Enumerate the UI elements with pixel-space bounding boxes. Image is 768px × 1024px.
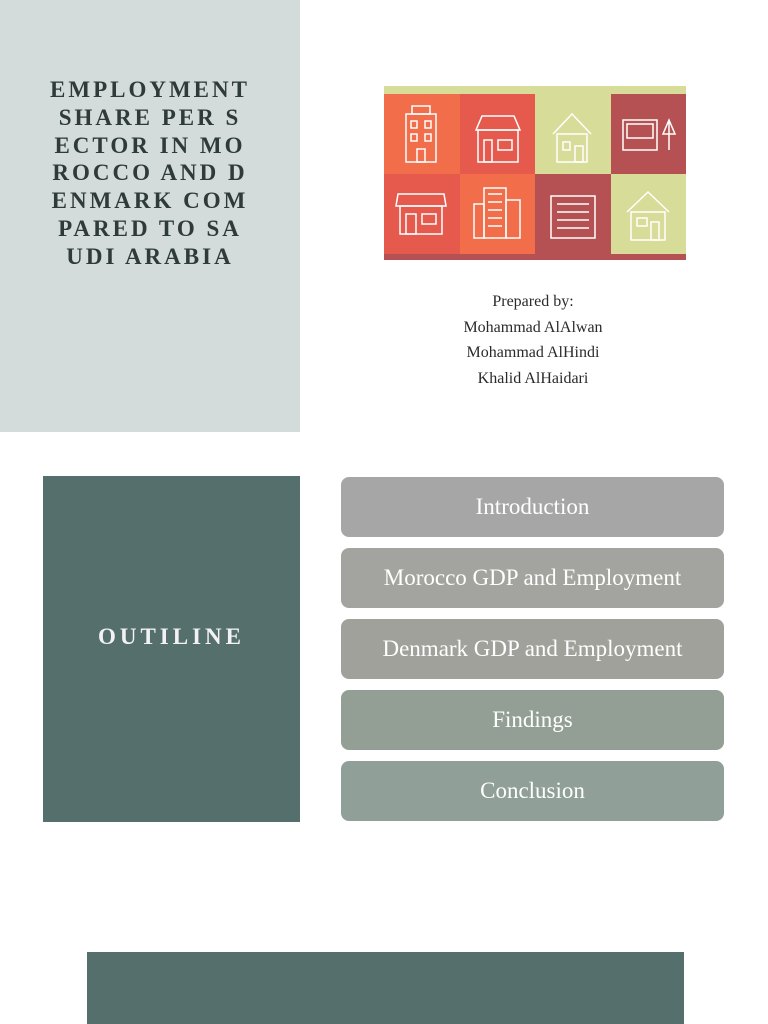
highrise-icon (535, 174, 611, 254)
prepared-by-heading: Prepared by: (492, 293, 574, 310)
outline-item-conclusion[interactable]: Conclusion (341, 761, 724, 821)
decorative-strip (384, 86, 686, 94)
buildings-illustration (384, 86, 686, 260)
shop-house-icon (460, 94, 536, 174)
apartment-icon (460, 174, 536, 254)
house-icon (535, 94, 611, 174)
outline-heading: OUTILINE (97, 624, 246, 649)
page-title: EMPLOYMENT SHARE PER SECTOR IN MOROCCO AND DENMARK COMPARED TO SAUDI ARABIA (50, 77, 250, 269)
outline-item-morocco[interactable]: Morocco GDP and Employment (341, 548, 724, 608)
title-panel (0, 0, 300, 432)
outline-panel (43, 476, 300, 822)
office-icon (611, 94, 687, 174)
home-icon (611, 174, 687, 254)
author-name: Mohammad AlHindi (466, 344, 600, 362)
outline-item-introduction[interactable]: Introduction (341, 477, 724, 537)
prepared-by-block (384, 289, 682, 392)
building-icon (384, 94, 460, 174)
outline-item-findings[interactable]: Findings (341, 690, 724, 750)
author-name: Khalid AlHaidari (477, 370, 589, 388)
author-name: Mohammad AlAlwan (463, 318, 603, 336)
store-icon (384, 174, 460, 254)
bottom-section-bar (87, 952, 684, 1024)
outline-item-denmark[interactable]: Denmark GDP and Employment (341, 619, 724, 679)
